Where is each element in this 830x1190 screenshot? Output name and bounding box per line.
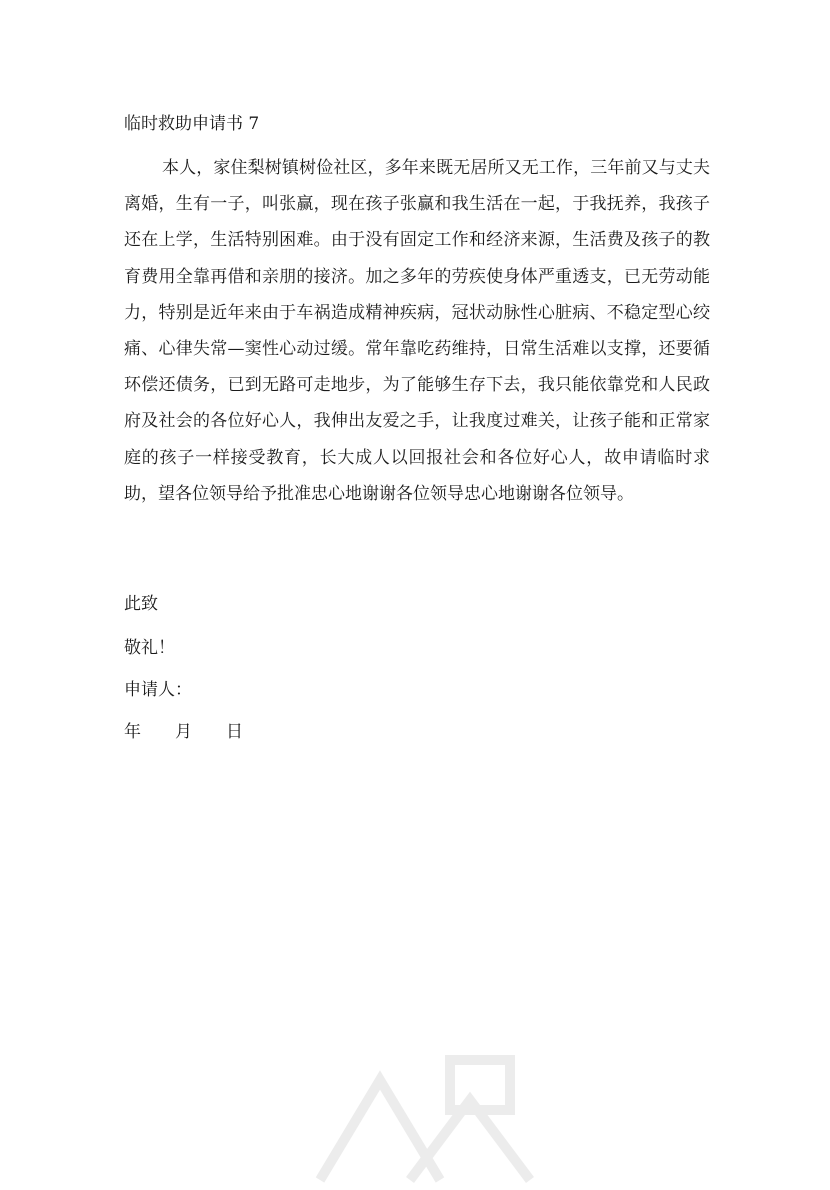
document-title: 临时救助申请书 7 [124, 114, 260, 134]
date-line: 年 月 日 [124, 722, 243, 742]
closing-salutation: 此致 [124, 594, 158, 614]
body-paragraph: 本人，家住梨树镇树俭社区，多年来既无居所又无工作，三年前又与丈夫离婚，生有一子，叫张赢，现在孩子张赢和我生活在一起，于我抚养，我孩子还在上学，生活特别困难。由于没有固定工作和经济来源，生活费及孩子的教育费用全靠再借和亲朋的接济。加之多年的劳疾使身体严重透支，已无劳动能力，特别是近年来由于车祸造成精神疾病，冠状动脉性心脏病、不稳定型心绞痛、心律失常—窦性心动过缓。常年靠吃药维持，日常生活难以支撑，还要循环偿还债务，已到无路可走地步，为了能够生存下去，我只能依靠党和人民政府及社会的各位好心人，我伸出友爱之手，让我度过难关，让孩子能和正常家庭的孩子一样接受教育，长大成人以回报社会和各位好心人，故申请临时求助，望各位领导给予批准忠心地谢谢各位领导忠心地谢谢各位领导。 [124, 158, 710, 504]
watermark-graphic [300, 1040, 560, 1190]
applicant-label: 申请人： [124, 680, 192, 700]
closing-regards: 敬礼！ [124, 638, 175, 658]
